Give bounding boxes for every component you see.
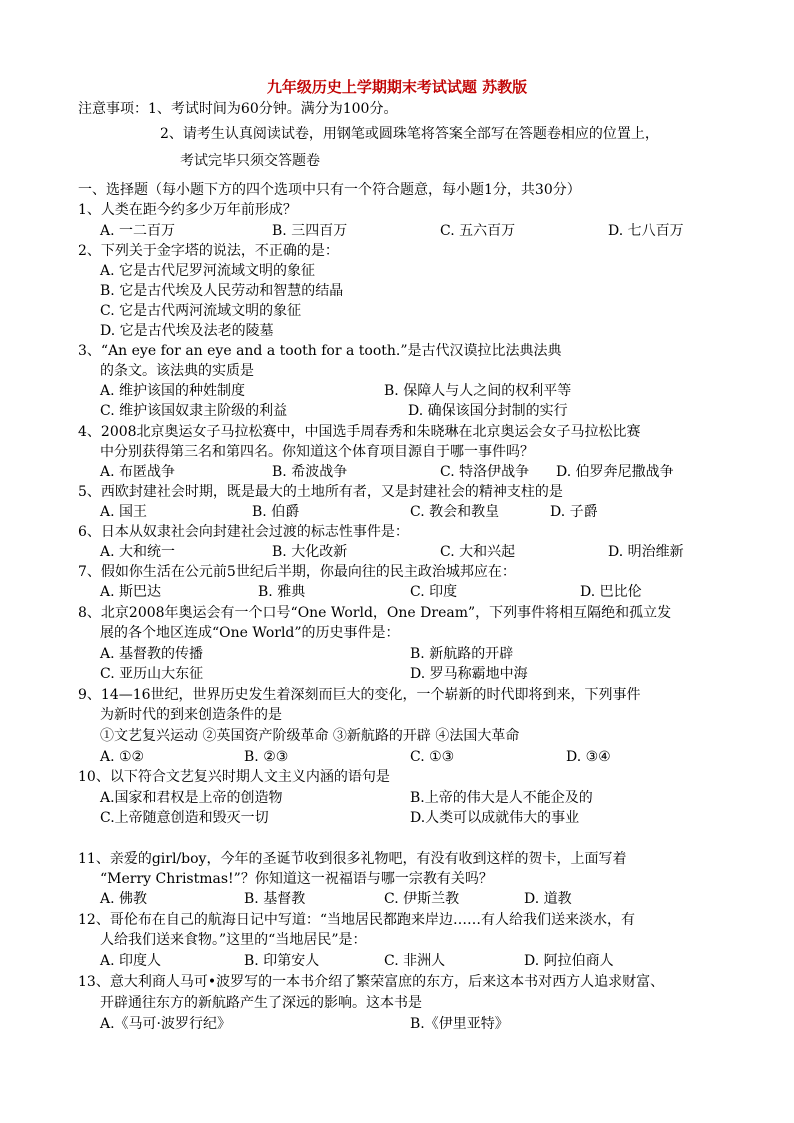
option-a: A. 基督教的传播 <box>100 646 204 662</box>
option-c: C. 亚历山大东征 <box>100 666 204 682</box>
option-b: B.上帝的伟大是人不能企及的 <box>410 790 593 806</box>
option-b: B. 伯爵 <box>252 504 300 520</box>
option-a: A. 大和统一 <box>100 544 176 560</box>
option-c: C. 印度 <box>410 584 458 600</box>
question-text: 10、以下符合文艺复兴时期人文主义内涵的语句是 <box>78 769 390 785</box>
option-a: A. 维护该国的种姓制度 <box>100 383 246 399</box>
question-text: 5、西欧封建社会时期，既是最大的土地所有者，又是封建社会的精神支柱的是 <box>78 484 563 500</box>
notes-line-3: 考试完毕只须交答题卷 <box>180 153 320 169</box>
option-a: A. 斯巴达 <box>100 584 162 600</box>
option-b: B. 它是古代埃及人民劳动和智慧的结晶 <box>100 283 344 299</box>
option-d: D. 明治维新 <box>608 544 684 560</box>
question-text: 9、14—16世纪，世界历史发生着深刻而巨大的变化，一个崭新的时代即将到来，下列事件 <box>78 687 641 703</box>
option-c: C. 维护该国奴隶主阶级的利益 <box>100 403 288 419</box>
question-text: 2、下列关于金字塔的说法，不正确的是： <box>78 243 339 259</box>
option-d: D. 罗马称霸地中海 <box>410 666 528 682</box>
option-c: C.上帝随意创造和毁灭一切 <box>100 810 269 826</box>
option-a: A. 印度人 <box>100 953 162 969</box>
question-text: 13、意大利商人马可•波罗写的一本书介绍了繁荣富庶的东方，后来这本书对西方人追求财富、 <box>78 974 665 990</box>
question-text: 开辟通往东方的新航路产生了深远的影响。这本书是 <box>100 995 422 1011</box>
option-d: D. 伯罗奔尼撒战争 <box>556 464 674 480</box>
question-text: 11、亲爱的girl/boy，今年的圣诞节收到很多礼物吧，有没有收到这样的贺卡，上面写着 <box>78 851 627 867</box>
notes-line-1: 注意事项：1、考试时间为60分钟。满分为100分。 <box>78 101 398 117</box>
question-text: 3、“An eye for an eye and a tooth for a tooth.”是古代汉谟拉比法典法典 <box>78 343 562 359</box>
question-text: 为新时代的到来创造条件的是 <box>100 707 282 723</box>
option-c: C. ①③ <box>410 749 455 765</box>
notes-line-2: 2、请考生认真阅读试卷，用钢笔或圆珠笔将答案全部写在答题卷相应的位置上， <box>160 126 659 142</box>
question-text: 的条文。该法典的实质是 <box>100 363 254 379</box>
option-a: A. 佛教 <box>100 891 148 907</box>
question-text: 人给我们送来食物。”这里的“当地居民”是： <box>100 932 367 948</box>
option-d: D. 道教 <box>524 891 572 907</box>
question-text: ①文艺复兴运动 ②英国资产阶级革命 ③新航路的开辟 ④法国大革命 <box>100 728 520 744</box>
option-c: C. 伊斯兰教 <box>384 891 460 907</box>
option-a: A.《马可·波罗行纪》 <box>100 1016 232 1032</box>
question-text: 展的各个地区连成“One World”的历史事件是： <box>100 625 400 641</box>
option-d: D. 子爵 <box>550 504 598 520</box>
question-text: 6、日本从奴隶社会向封建社会过渡的标志性事件是： <box>78 524 409 540</box>
option-d: D. 确保该国分封制的实行 <box>408 403 568 419</box>
option-d: D.人类可以成就伟大的事业 <box>410 810 580 826</box>
option-c: C. 它是古代两河流域文明的象征 <box>100 303 302 319</box>
option-a: A. ①② <box>100 749 145 765</box>
question-text: 12、哥伦布在自己的航海日记中写道：“当地居民都跑来岸边……有人给我们送来淡水，有 <box>78 912 635 928</box>
option-a: A. 布匿战争 <box>100 464 176 480</box>
option-c: C. 特洛伊战争 <box>440 464 530 480</box>
option-a: A. 它是古代尼罗河流域文明的象征 <box>100 263 316 279</box>
option-a: A. 国王 <box>100 504 148 520</box>
option-d: D. 巴比伦 <box>580 584 642 600</box>
option-b: B. 新航路的开辟 <box>410 646 514 662</box>
option-b: B. 印第安人 <box>244 953 320 969</box>
option-d: D. 它是古代埃及法老的陵墓 <box>100 323 274 339</box>
option-b: B. 大化改新 <box>272 544 348 560</box>
option-b: B.《伊里亚特》 <box>410 1016 509 1032</box>
question-text: 8、北京2008年奥运会有一个口号“One World，One Dream”，下列事件将相互隔绝和孤立发 <box>78 605 672 621</box>
option-b: B. ②③ <box>244 749 289 765</box>
option-d: D. ③④ <box>566 749 611 765</box>
option-b: B. 保障人与人之间的权利平等 <box>384 383 572 399</box>
option-b: B. 雅典 <box>258 584 306 600</box>
option-b: B. 三四百万 <box>272 223 348 239</box>
option-c: C. 大和兴起 <box>440 544 516 560</box>
option-c: C. 教会和教皇 <box>410 504 500 520</box>
option-a: A.国家和君权是上帝的创造物 <box>100 790 283 806</box>
option-b: B. 希波战争 <box>272 464 348 480</box>
option-c: C. 非洲人 <box>384 953 446 969</box>
option-c: C. 五六百万 <box>440 223 516 239</box>
question-text: 中分别获得第三名和第四名。你知道这个体育项目源自于哪一事件吗？ <box>100 444 534 460</box>
option-b: B. 基督教 <box>244 891 306 907</box>
question-text: 4、2008北京奥运女子马拉松赛中，中国选手周春秀和朱晓琳在北京奥运会女子马拉松比赛 <box>78 424 641 440</box>
option-d: D. 七八百万 <box>608 223 684 239</box>
question-text: 1、人类在距今约多少万年前形成？ <box>78 202 297 218</box>
page-title: 九年级历史上学期期末考试试题 苏教版 <box>266 78 528 96</box>
question-text: “Merry Christmas!”？你知道这一祝福语与哪一宗教有关吗？ <box>100 871 493 887</box>
option-a: A. 一二百万 <box>100 223 176 239</box>
option-d: D. 阿拉伯商人 <box>524 953 614 969</box>
question-text: 7、假如你生活在公元前5世纪后半期，你最向往的民主政治城邦应在： <box>78 564 516 580</box>
section-title: 一、选择题（每小题下方的四个选项中只有一个符合题意，每小题1分，共30分） <box>78 182 581 198</box>
